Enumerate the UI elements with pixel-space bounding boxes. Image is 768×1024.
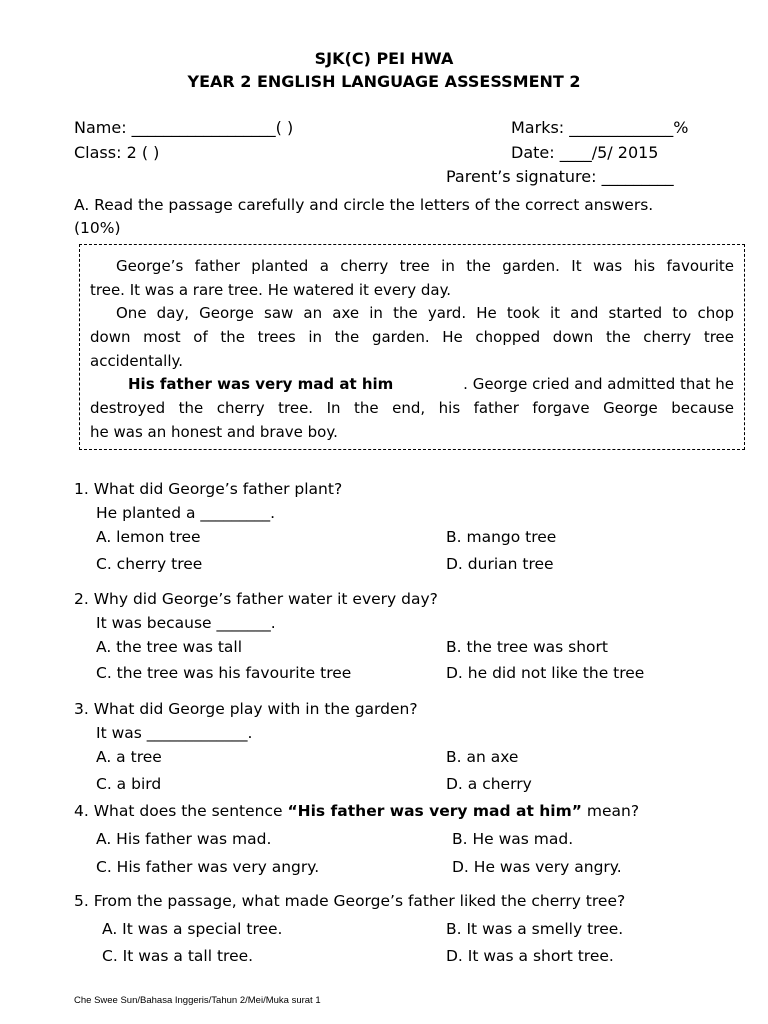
question-4-quote: “His father was very mad at him” <box>287 802 582 820</box>
passage-line: One day, George saw an axe in the yard. He took it and started to chop <box>116 304 734 322</box>
passage-line: George’s father planted a cherry tree in the garden. It was his favourite <box>116 257 734 275</box>
question-4-option-c: C. His father was very angry. <box>96 858 320 876</box>
question-2-option-d: D. he did not like the tree <box>446 664 645 682</box>
question-1-option-c: C. cherry tree <box>96 555 203 573</box>
page-footer: Che Swee Sun/Bahasa Inggeris/Tahun 2/Mei/Muka surat 1 <box>74 995 321 1006</box>
question-2-option-c: C. the tree was his favourite tree <box>96 664 352 682</box>
question-1-stem: He planted a _________. <box>96 504 276 522</box>
question-3-option-c: C. a bird <box>96 775 162 793</box>
question-3-option-a: A. a tree <box>96 748 162 766</box>
school-name: SJK(C) PEI HWA <box>314 49 454 68</box>
class-field: Class: 2 ( ) <box>74 143 160 162</box>
question-5-option-b: B. It was a smelly tree. <box>446 920 624 938</box>
question-5-option-c: C. It was a tall tree. <box>102 947 254 965</box>
question-4 <box>74 802 639 820</box>
question-1-option-b: B. mango tree <box>446 528 557 546</box>
passage-line <box>128 375 734 393</box>
name-field: Name: __________________( ) <box>74 118 294 137</box>
marks-field: Marks: _____________% <box>511 118 689 137</box>
passage-bold-phrase: His father was very mad at him <box>128 375 394 393</box>
question-1: 1. What did George’s father plant? <box>74 480 343 498</box>
passage-line: accidentally. <box>90 352 184 370</box>
question-5-option-d: D. It was a short tree. <box>446 947 614 965</box>
passage-line: down most of the trees in the garden. He chopped down the cherry tree <box>90 328 734 346</box>
question-5-option-a: A. It was a special tree. <box>102 920 283 938</box>
question-4-option-b: B. He was mad. <box>452 830 574 848</box>
passage-line: he was an honest and brave boy. <box>90 423 338 441</box>
question-4-option-a: A. His father was mad. <box>96 830 272 848</box>
question-2-option-a: A. the tree was tall <box>96 638 243 656</box>
question-2-option-b: B. the tree was short <box>446 638 608 656</box>
question-2: 2. Why did George’s father water it every day? <box>74 590 438 608</box>
question-4-text-post: mean? <box>581 802 640 820</box>
passage-box <box>79 244 745 450</box>
question-1-option-a: A. lemon tree <box>96 528 201 546</box>
assessment-title: YEAR 2 ENGLISH LANGUAGE ASSESSMENT 2 <box>187 72 581 91</box>
question-5: 5. From the passage, what made George’s father liked the cherry tree? <box>74 892 626 910</box>
parent-signature-field: Parent’s signature: _________ <box>446 167 674 186</box>
question-3-option-b: B. an axe <box>446 748 519 766</box>
section-a-marks: (10%) <box>74 219 121 237</box>
question-4-text-pre: 4. What does the sentence <box>74 802 288 820</box>
question-4-option-d: D. He was very angry. <box>452 858 622 876</box>
passage-line: destroyed the cherry tree. In the end, his father forgave George because <box>90 399 734 417</box>
date-field: Date: ____/5/ 2015 <box>511 143 659 162</box>
section-a-instruction: A. Read the passage carefully and circle the letters of the correct answers. <box>74 196 654 214</box>
question-3-stem: It was _____________. <box>96 724 253 742</box>
question-3-option-d: D. a cherry <box>446 775 532 793</box>
question-1-option-d: D. durian tree <box>446 555 554 573</box>
passage-line-rest: . George cried and admitted that he <box>463 375 734 393</box>
passage-line: tree. It was a rare tree. He watered it every day. <box>90 281 452 299</box>
question-2-stem: It was because _______. <box>96 614 276 632</box>
question-3: 3. What did George play with in the garden? <box>74 700 418 718</box>
